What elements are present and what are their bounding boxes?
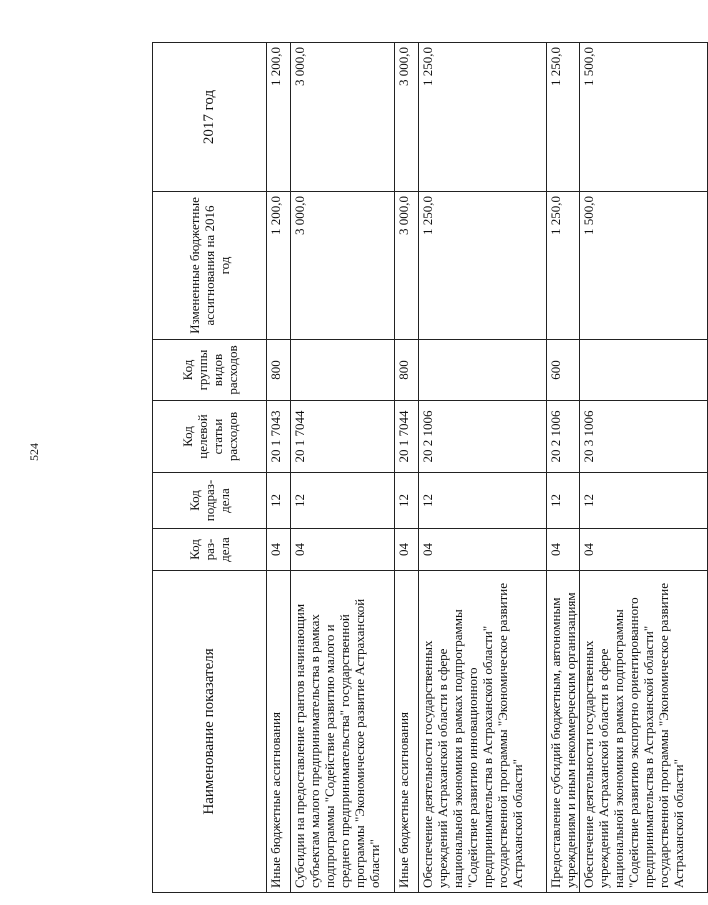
cell-izm2016: 3 000,0 bbox=[291, 192, 395, 340]
header-razdel: Код раз-дела bbox=[153, 529, 267, 571]
cell-2017: 3 000,0 bbox=[291, 43, 395, 192]
budget-table bbox=[152, 42, 708, 893]
header-vid: Код группы видов расходов bbox=[153, 340, 267, 401]
table-row bbox=[395, 43, 419, 893]
cell-vid: 800 bbox=[267, 340, 291, 401]
cell-podrazdel: 12 bbox=[267, 473, 291, 529]
table-row bbox=[547, 43, 580, 893]
rotated-table-wrapper bbox=[152, 43, 686, 893]
cell-2017: 1 200,0 bbox=[267, 43, 291, 192]
cell-razdel: 04 bbox=[267, 529, 291, 571]
cell-name: Иные бюджетные ассигнования bbox=[395, 571, 419, 893]
table-row bbox=[580, 43, 708, 893]
table-header-row bbox=[153, 43, 267, 893]
cell-tsel: 20 3 1006 bbox=[580, 401, 708, 473]
cell-tsel: 20 1 7044 bbox=[395, 401, 419, 473]
cell-razdel: 04 bbox=[547, 529, 580, 571]
cell-razdel: 04 bbox=[419, 529, 547, 571]
cell-vid: 600 bbox=[547, 340, 580, 401]
cell-podrazdel: 12 bbox=[419, 473, 547, 529]
cell-izm2016: 1 200,0 bbox=[267, 192, 291, 340]
cell-name: Иные бюджетные ассигнования bbox=[267, 571, 291, 893]
header-tsel: Код целевой статьи расходов bbox=[153, 401, 267, 473]
table-row bbox=[291, 43, 395, 893]
cell-2017: 1 250,0 bbox=[547, 43, 580, 192]
cell-vid: 800 bbox=[395, 340, 419, 401]
table-row bbox=[419, 43, 547, 893]
cell-razdel: 04 bbox=[291, 529, 395, 571]
cell-2017: 1 500,0 bbox=[580, 43, 708, 192]
header-izm2016: Измененные бюджетные ассигнования на 2016 год bbox=[153, 192, 267, 340]
page-number: 524 bbox=[27, 443, 41, 461]
cell-name: Предоставление субсидий бюджетным, автономным учреждениям и иным некоммерческим организациям bbox=[547, 571, 580, 893]
cell-tsel: 20 1 7043 bbox=[267, 401, 291, 473]
cell-podrazdel: 12 bbox=[291, 473, 395, 529]
cell-name: Обеспечение деятельности государственных учреждений Астраханской области в сфере национальной экономики в рамках подпрограммы "Содействие развитию инновационного предпринимательства в Астраханской области" государственной программы "Экономическое развитие Астраханской области" bbox=[419, 571, 547, 893]
header-2017: 2017 год bbox=[153, 43, 267, 192]
cell-vid bbox=[580, 340, 708, 401]
header-podrazdel: Код подраз-дела bbox=[153, 473, 267, 529]
header-name: Наименование показателя bbox=[153, 571, 267, 893]
cell-podrazdel: 12 bbox=[547, 473, 580, 529]
cell-tsel: 20 2 1006 bbox=[547, 401, 580, 473]
cell-izm2016: 3 000,0 bbox=[395, 192, 419, 340]
cell-2017: 3 000,0 bbox=[395, 43, 419, 192]
cell-razdel: 04 bbox=[580, 529, 708, 571]
cell-vid bbox=[291, 340, 395, 401]
cell-name: Обеспечение деятельности государственных учреждений Астраханской области в сфере национальной экономики в рамках подпрограммы "Содействие развитию экспортно ориентированного предпринимательства в Астраханской области" государственной программы "Экономическое развитие Астраханской области" bbox=[580, 571, 708, 893]
table-row bbox=[267, 43, 291, 893]
cell-name: Субсидии на предоставление грантов начинающим субъектам малого предпринимательства в рамках подпрограммы "Содействие развитию малого и среднего предпринимательства" государственной программы "Экономическое развитие Астраханской области" bbox=[291, 571, 395, 893]
cell-tsel: 20 2 1006 bbox=[419, 401, 547, 473]
cell-podrazdel: 12 bbox=[580, 473, 708, 529]
cell-tsel: 20 1 7044 bbox=[291, 401, 395, 473]
cell-podrazdel: 12 bbox=[395, 473, 419, 529]
cell-izm2016: 1 250,0 bbox=[419, 192, 547, 340]
cell-izm2016: 1 500,0 bbox=[580, 192, 708, 340]
cell-izm2016: 1 250,0 bbox=[547, 192, 580, 340]
cell-vid bbox=[419, 340, 547, 401]
cell-2017: 1 250,0 bbox=[419, 43, 547, 192]
cell-razdel: 04 bbox=[395, 529, 419, 571]
